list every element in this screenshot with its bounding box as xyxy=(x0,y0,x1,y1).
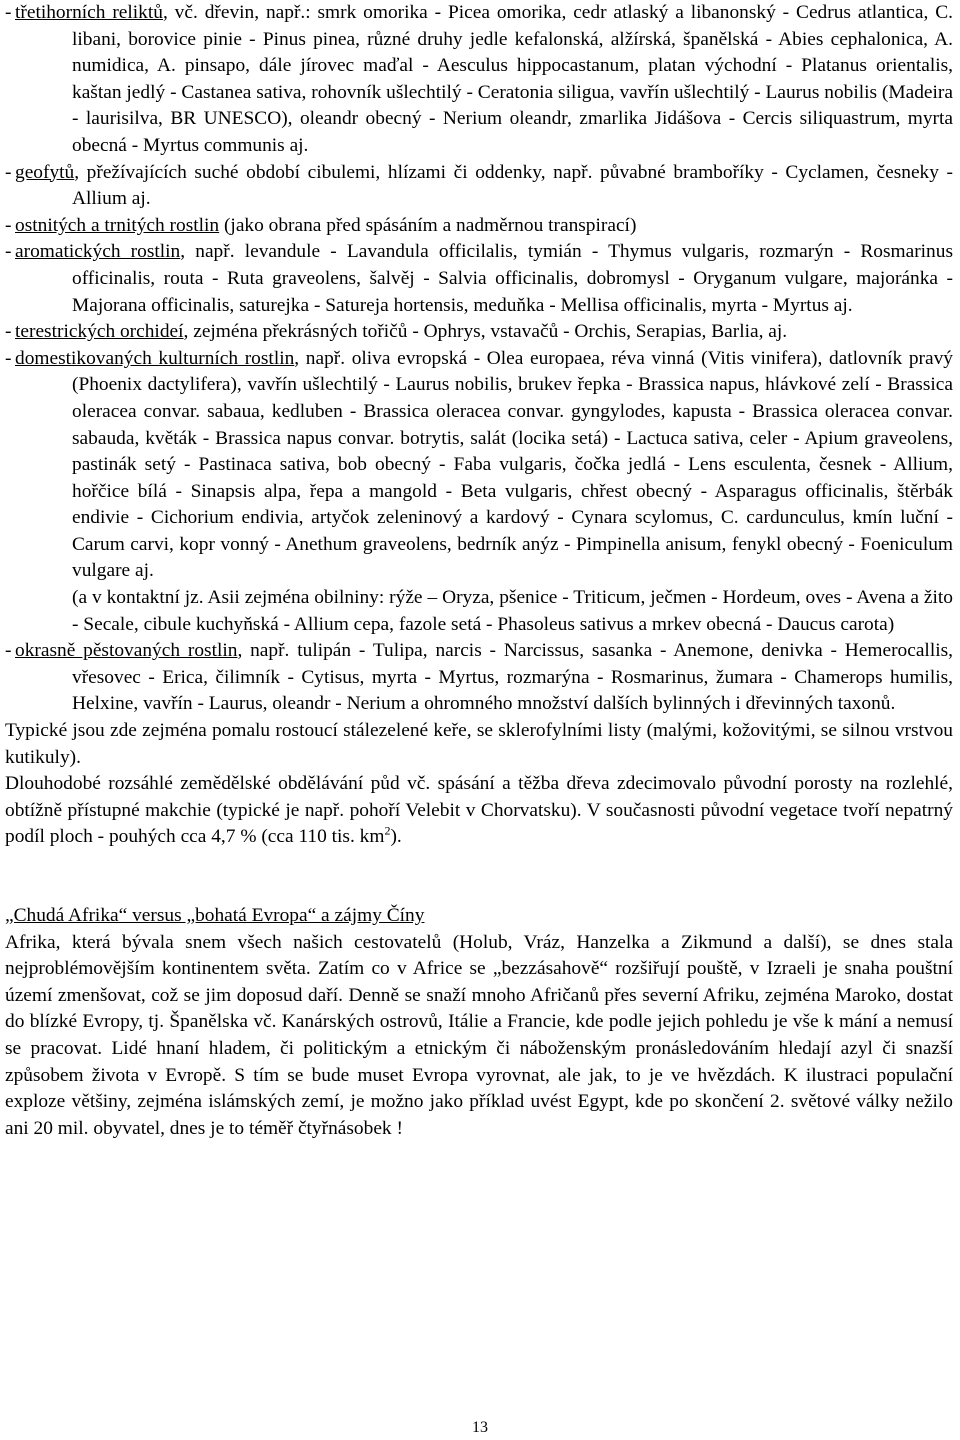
list-dash: - xyxy=(5,214,12,236)
farming-text: Dlouhodobé rozsáhlé zemědělské obdělávání půd vč. spásání a těžba dřeva zdecimovalo původní porosty na rozlehlé, obtížně přístupné makchie (typické je např. pohoří Velebit v Chorvatsku). V současnosti původní vegetace tvoří nepatrný podíl ploch - pouhých cca 4,7 % (cca 110 tis. km xyxy=(5,773,953,848)
paragraph-typical: Typické jsou zde zejména pomalu rostoucí stálezelené keře, se sklerofylními listy (malými, kožovitými, se silnou vrstvou kutikuly). xyxy=(5,720,953,768)
geophytes-text: , přežívajících suché období cibulemi, hlízami či oddenky, např. půvabné bramboříky - Cyclamen, česneky - Allium aj. xyxy=(72,161,953,210)
list-dash: - xyxy=(5,321,12,343)
list-item-ornamental xyxy=(5,638,953,718)
thorny-text: (jako obrana před spásáním a nadměrnou transpirací) xyxy=(219,214,637,236)
list-dash: - xyxy=(5,2,12,23)
term-aromatic: aromatických rostlin xyxy=(15,241,181,263)
section-heading-text: „Chudá Afrika“ versus „bohatá Evropa“ a zájmy Číny xyxy=(5,905,425,926)
orchids-text: , zejména překrásných tořičů - Ophrys, vstavačů - Orchis, Serapias, Barlia, aj. xyxy=(183,321,788,343)
aromatic-text: , např. levandule - Lavandula officilalis, tymián - Thymus vulgaris, rozmarýn - Rosmarinus officinalis, routa - Ruta graveolens, šalvěj - Salvia officinalis, dobromysl - Oryganum vulgare, majoránka - Majorana officinalis, saturejka - Satureja hortensis, meduňka - Mellisa officinalis, myrta - Myrtus aj. xyxy=(72,241,953,316)
document-page xyxy=(5,0,953,1142)
term-geophytes: geofytů xyxy=(15,161,75,183)
term-crops: domestikovaných kulturních rostlin xyxy=(15,347,295,369)
list-item-crops xyxy=(5,346,953,585)
crops-asia-note: (a v kontaktní jz. Asii zejména obilniny: rýže – Oryza, pšenice - Triticum, ječmen - Hordeum, oves - Avena a žito - Secale, cibule kuchyňská - Allium cepa, fazole setá - Phasoleus sativus a mrkev obecná - Daucus carota) xyxy=(72,587,953,635)
list-item-relicts xyxy=(5,0,953,160)
paragraph-farming xyxy=(5,771,953,851)
list-dash: - xyxy=(5,640,12,662)
list-item-orchids xyxy=(5,319,953,346)
term-relicts: třetihorních reliktů xyxy=(15,2,163,23)
superscript: 2 xyxy=(384,823,391,838)
page-number: 13 xyxy=(472,1419,488,1436)
list-dash: - xyxy=(5,241,12,263)
relicts-text: , vč. dřevin, např.: smrk omorika - Picea omorika, cedr atlaský a libanonský - Cedrus atlantica, C. libani, borovice pinie - Pinus pinea, různé druhy jedle kefalonská, alžírská, španělská - Abies cephalonica, A. numidica, A. pinsapo, dále jírovec maďal - Aesculus hippocastanum, platan východní - Platanus orientalis, kaštan jedlý - Castanea sativa, rohovník ušlechtilý - Ceratonia siligua, vavřín ušlechtilý - Laurus nobilis (Madeira - laurisilva, BR UNESCO), oleandr obecný - Nerium oleandr, zmarlika Jidášova - Cercis siliquastrum, myrta obecná - Myrtus communis aj. xyxy=(72,2,953,156)
list-item-geophytes xyxy=(5,160,953,213)
section-heading xyxy=(5,903,953,930)
term-orchids: terestrických orchideí xyxy=(15,321,184,343)
list-dash: - xyxy=(5,347,12,369)
list-dash: - xyxy=(5,161,12,183)
list-item-aromatic xyxy=(5,239,953,319)
term-thorny: ostnitých a trnitých rostlin xyxy=(15,214,220,236)
paragraph-africa: Afrika, která bývala snem všech našich cestovatelů (Holub, Vráz, Hanzelka a Zikmund a další), se dnes stala nejproblémovějším kontinentem světa. Zatím co v Africe se „bezzásahově“ rozšiřují pouště, v Izraeli je snaha pouštní území zmenšovat, což se jim doposud daří. Denně se snaží mnoho Afričanů přes severní Afriku, zejména Maroko, dostat do blízké Evropy, tj. Španělska vč. Kanárských ostrovů, Itálie a Francie, kde podle jejich pohledu je vše k mání a nemusí se pracovat. Lidé hnaní hladem, či politickým a etnickým či náboženským pronásledováním hledají azyl či snazší způsobem života v Evropě. S tím se bude muset Evropa vyrovnat, ale jak, to je ve hvězdách. K ilustraci populační exploze většiny, zejména islámských zemí, je možno jako příklad uvést Egypt, kde po skončení 2. světové války nežilo ani 20 mil. obyvatel, dnes je to téměř čtyřnásobek ! xyxy=(5,931,953,1139)
section-gap xyxy=(5,851,953,903)
ornamental-text: , např. tulipán - Tulipa, narcis - Narcissus, sasanka - Anemone, denivka - Hemerocallis, vřesovec - Erica, čilimník - Cytisus, myrta - Myrtus, rozmarýna - Rosmarinus, žumara - Chamerops humilis, Helxine, vavřín - Laurus, oleandr - Nerium a ohromného množství dalších bylinných i dřevinných taxonů. xyxy=(72,640,953,715)
term-ornamental: okrasně pěstovaných rostlin xyxy=(15,640,238,662)
farming-end: ). xyxy=(390,826,402,848)
list-item-thorny xyxy=(5,213,953,240)
crops-text: , např. oliva evropská - Olea europaea, réva vinná (Vitis vinifera), datlovník pravý (Phoenix dactylifera), vavřín ušlechtilý - Laurus nobilis, brukev řepka - Brassica napus, hlávkové zelí - Brassica oleracea convar. sabaua, kedluben - Brassica oleracea convar. gyngylodes, kapusta - Brassica oleracea convar. sabauda, květák - Brassica napus convar. botrytis, salát (locika setá) - Lactuca sativa, celer - Apium graveolens, pastinák setý - Pastinaca sativa, bob obecný - Faba vulgaris, čočka jedlá - Lens esculenta, česnek - Allium, hořčice bílá - Sinapsis alpa, řepa a mangold - Beta vulgaris, chřest obecný - Asparagus officinalis, štěrbák endivie - Cichorium endivia, artyčok zeleninový a kardový - Cynara scylomus, C. cardunculus, kmín luční - Carum carvi, kopr vonný - Anethum graveolens, bedrník anýz - Pimpinella anisum, fenykl obecný - Foeniculum vulgare aj. xyxy=(72,347,953,582)
